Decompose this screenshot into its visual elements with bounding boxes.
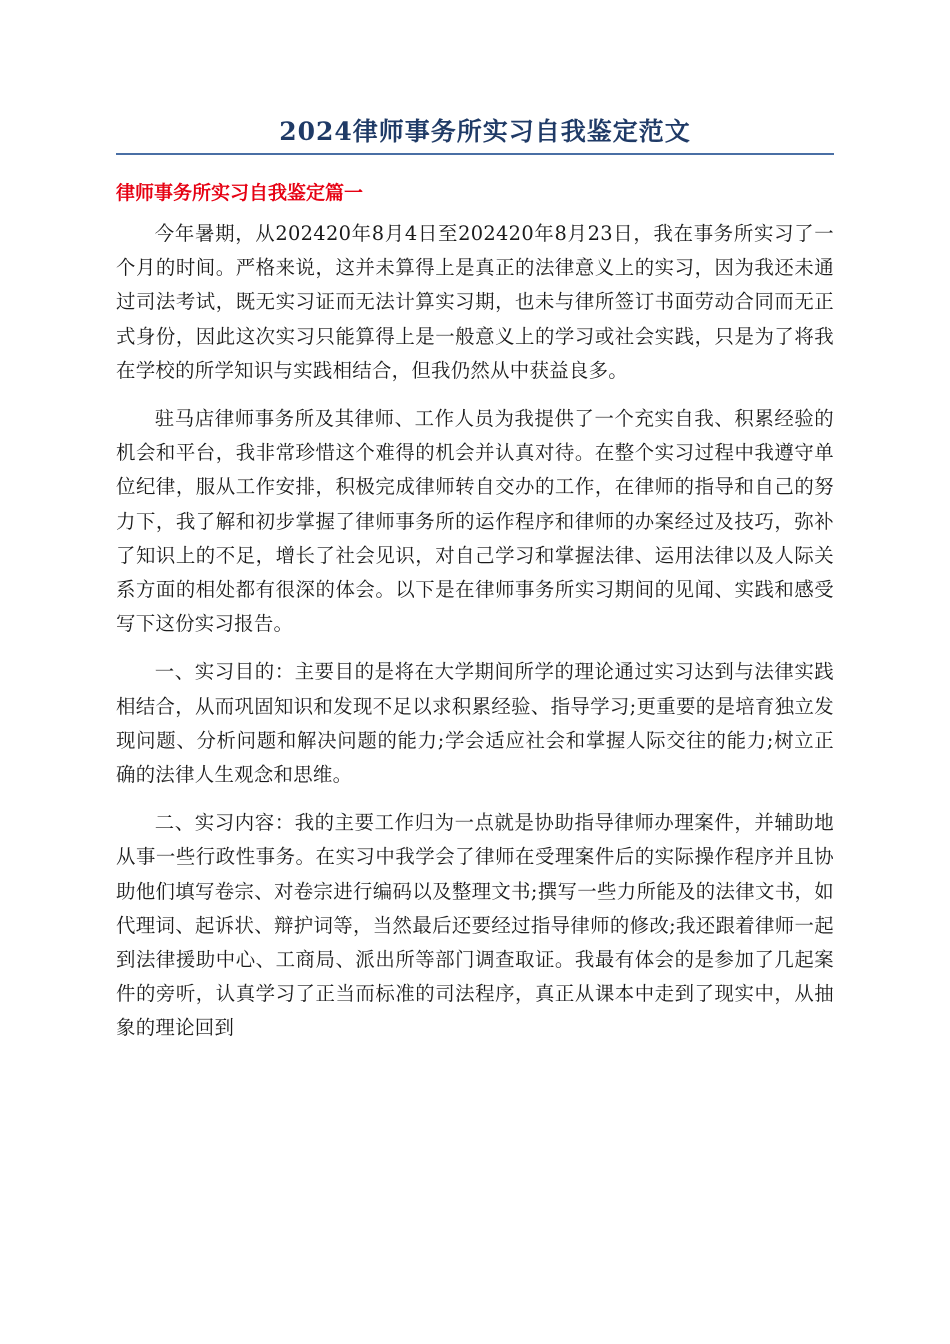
document-page [116, 112, 834, 1046]
document-title: 2024律师事务所实习自我鉴定范文 [279, 117, 691, 146]
paragraph-4: 二、实习内容：我的主要工作归为一点就是协助指导律师办理案件，并辅助地从事一些行政性事务。在实习中我学会了律师在受理案件后的实际操作程序并且协助他们填写卷宗、对卷宗进行编码以及整理文书;撰写一些力所能及的法律文书，如代理词、起诉状、辩护词等，当然最后还要经过指导律师的修改;我还跟着律师一起到法律援助中心、工商局、派出所等部门调查取证。我最有体会的是参加了几起案件的旁听，认真学习了正当而标准的司法程序，真正从课本中走到了现实中，从抽象的理论回到 [116, 811, 834, 1040]
section-heading: 律师事务所实习自我鉴定篇一 [116, 182, 364, 204]
paragraph-3: 一、实习目的：主要目的是将在大学期间所学的理论通过实习达到与法律实践相结合，从而巩固知识和发现不足以求积累经验、指导学习;更重要的是培育独立发现问题、分析问题和解决问题的能力;学会适应社会和掌握人际交往的能力;树立正确的法律人生观念和思维。 [116, 660, 834, 787]
paragraph-2: 驻马店律师事务所及其律师、工作人员为我提供了一个充实自我、积累经验的机会和平台，我非常珍惜这个难得的机会并认真对待。在整个实习过程中我遵守单位纪律，服从工作安排，积极完成律师转自交办的工作，在律师的指导和自己的努力下，我了解和初步掌握了律师事务所的运作程序和律师的办案经过及技巧，弥补了知识上的不足，增长了社会见识，对自己学习和掌握法律、运用法律以及人际关系方面的相处都有很深的体会。以下是在律师事务所实习期间的见闻、实践和感受写下这份实习报告。 [116, 407, 834, 636]
title-underline [116, 153, 834, 155]
paragraph-1: 今年暑期，从202420年8月4日至202420年8月23日，我在事务所实习了一个月的时间。严格来说，这并未算得上是真正的法律意义上的实习，因为我还未通过司法考试，既无实习证而无法计算实习期，也未与律所签订书面劳动合同而无正式身份，因此这次实习只能算得上是一般意义上的学习或社会实践，只是为了将我在学校的所学知识与实践相结合，但我仍然从中获益良多。 [116, 222, 834, 382]
